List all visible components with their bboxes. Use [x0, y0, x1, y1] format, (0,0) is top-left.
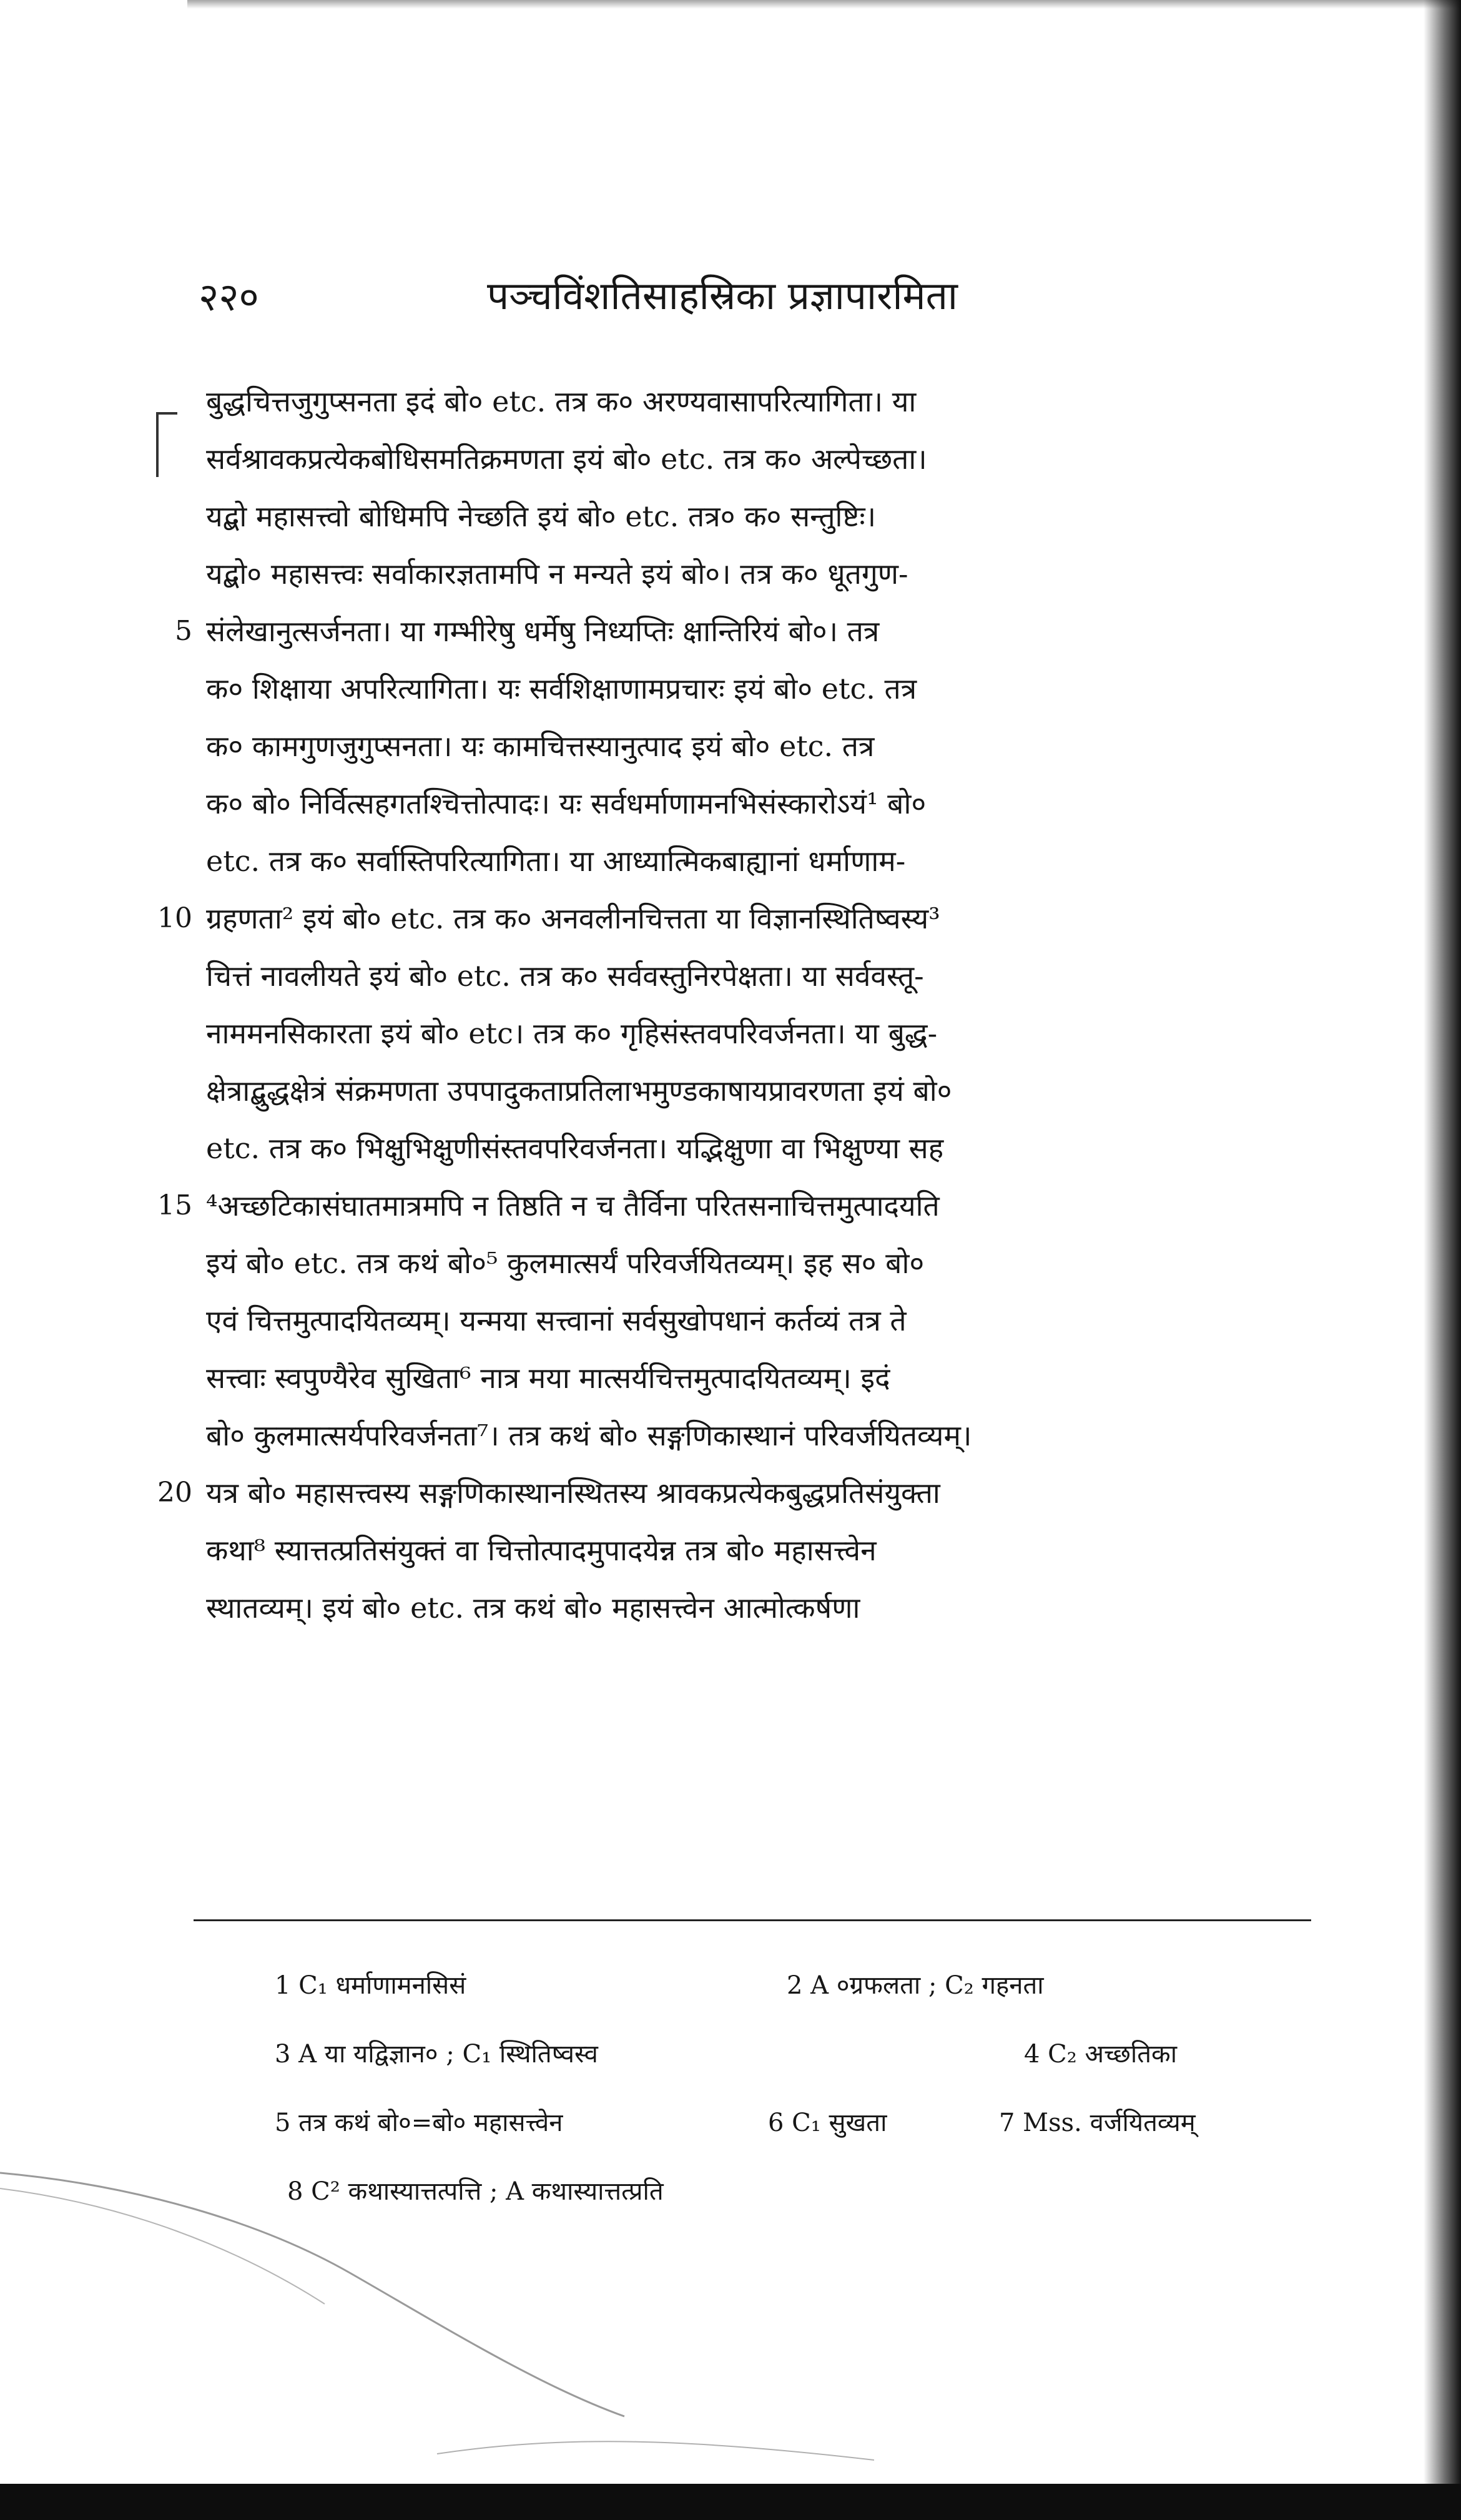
- line-text: क० कामगुणजुगुप्सनता। यः कामचित्तस्यानुत्पाद इयं बो० etc. तत्र: [206, 729, 875, 763]
- line-number: 20: [157, 1477, 192, 1509]
- line-text: बुद्धचित्तजुगुप्सनता इदं बो० etc. तत्र क० अरण्यवासापरित्यागिता। या: [206, 385, 917, 418]
- line-text: ग्रहणता² इयं बो० etc. तत्र क० अनवलीनचित्तता या विज्ञानस्थितिष्वस्य³: [206, 902, 940, 935]
- line-text: etc. तत्र क० सर्वास्तिपरित्यागिता। या आध्यात्मिकबाह्यानां धर्माणाम-: [206, 844, 906, 878]
- footnote: 6 C₁ सुखता: [768, 2109, 887, 2137]
- line-text: यद्बो महासत्त्वो बोधिमपि नेच्छति इयं बो० etc. तत्र० क० सन्तुष्टिः।: [206, 500, 877, 533]
- line-number: 10: [157, 902, 192, 934]
- footnote: 4 C₂ अच्छतिका: [1024, 2040, 1178, 2069]
- footnote: 3 A या यद्विज्ञान० ; C₁ स्थितिष्वस्व: [275, 2040, 598, 2069]
- footnote: 2 A ०ग्रफलता ; C₂ गहनता: [787, 1971, 1044, 2000]
- line-text: etc. तत्र क० भिक्षुभिक्षुणीसंस्तवपरिवर्जनता। यद्भिक्षुणा वा भिक्षुण्या सह: [206, 1131, 944, 1165]
- line-text: क० शिक्षाया अपरित्यागिता। यः सर्वशिक्षाणामप्रचारः इयं बो० etc. तत्र: [206, 672, 917, 706]
- line-text: स्थातव्यम्। इयं बो० etc. तत्र कथं बो० महासत्त्वेन आत्मोत्कर्षणा: [206, 1591, 860, 1625]
- line-text: एवं चित्तमुत्पादयितव्यम्। यन्मया सत्त्वानां सर्वसुखोपधानं कर्तव्यं तत्र ते: [206, 1304, 907, 1337]
- line-text: सत्त्वाः स्वपुण्यैरेव सुखिता⁶ नात्र मया मात्सर्यचित्तमुत्पादयितव्यम्। इदं: [206, 1361, 890, 1395]
- running-title: पञ्चविंशतिसाहस्रिका प्रज्ञापारमिता: [487, 273, 958, 318]
- line-text: नाममनसिकारता इयं बो० etc। तत्र क० गृहिसंस्तवपरिवर्जनता। या बुद्ध-: [206, 1016, 938, 1050]
- line-number: 15: [157, 1189, 192, 1221]
- line-text: ⁴अच्छटिकासंघातमात्रमपि न तिष्ठति न च तैर्विना परितसनाचित्तमुत्पादयति: [206, 1189, 940, 1223]
- line-text: यत्र बो० महासत्त्वस्य सङ्गणिकास्थानस्थितस्य श्रावकप्रत्येकबुद्धप्रतिसंयुक्ता: [206, 1476, 940, 1510]
- line-text: बो० कुलमात्सर्यपरिवर्जनता⁷। तत्र कथं बो० सङ्गणिकास्थानं परिवर्जयितव्यम्।: [206, 1419, 972, 1452]
- footnote: 1 C₁ धर्माणामनसिसं: [275, 1971, 466, 2000]
- scanner-bottom-edge: [0, 2484, 1461, 2520]
- footnote: 7 Mss. वर्जयितव्यम्: [999, 2109, 1196, 2137]
- line-text: इयं बो० etc. तत्र कथं बो०⁵ कुलमात्सर्यं परिवर्जयितव्यम्। इह स० बो०: [206, 1246, 925, 1280]
- line-text: क्षेत्राद्बुद्धक्षेत्रं संक्रमणता उपपादुकताप्रतिलाभमुण्डकाषायप्रावरणता इयं बो०: [206, 1074, 952, 1108]
- line-text: चित्तं नावलीयते इयं बो० etc. तत्र क० सर्ववस्तुनिरपेक्षता। या सर्ववस्तू-: [206, 959, 924, 993]
- line-text: यद्बो० महासत्त्वः सर्वाकारज्ञतामपि न मन्यते इयं बो०। तत्र क० धूतगुण-: [206, 557, 908, 591]
- footnote: 5 तत्र कथं बो०=बो० महासत्त्वेन: [275, 2109, 563, 2137]
- line-text: क० बो० निर्वित्सहगतश्चित्तोत्पादः। यः सर्वधर्माणामनभिसंस्कारोऽयं¹ बो०: [206, 787, 927, 820]
- page-number: २२०: [199, 274, 259, 320]
- footnote: 8 C² कथास्यात्तत्पत्ति ; A कथास्यात्तत्प्रति: [287, 2177, 664, 2206]
- line-number: 5: [175, 615, 192, 647]
- line-text: सर्वश्रावकप्रत्येकबोधिसमतिक्रमणता इयं बो० etc. तत्र क० अल्पेच्छता।: [206, 442, 927, 476]
- line-text: संलेखानुत्सर्जनता। या गम्भीरेषु धर्मेषु निध्यप्तिः क्षान्तिरियं बो०। तत्र: [206, 614, 880, 648]
- line-text: कथा⁸ स्यात्तत्प्रतिसंयुक्तं वा चित्तोत्पादमुपादयेन्न तत्र बो० महासत्त्वेन: [206, 1533, 877, 1567]
